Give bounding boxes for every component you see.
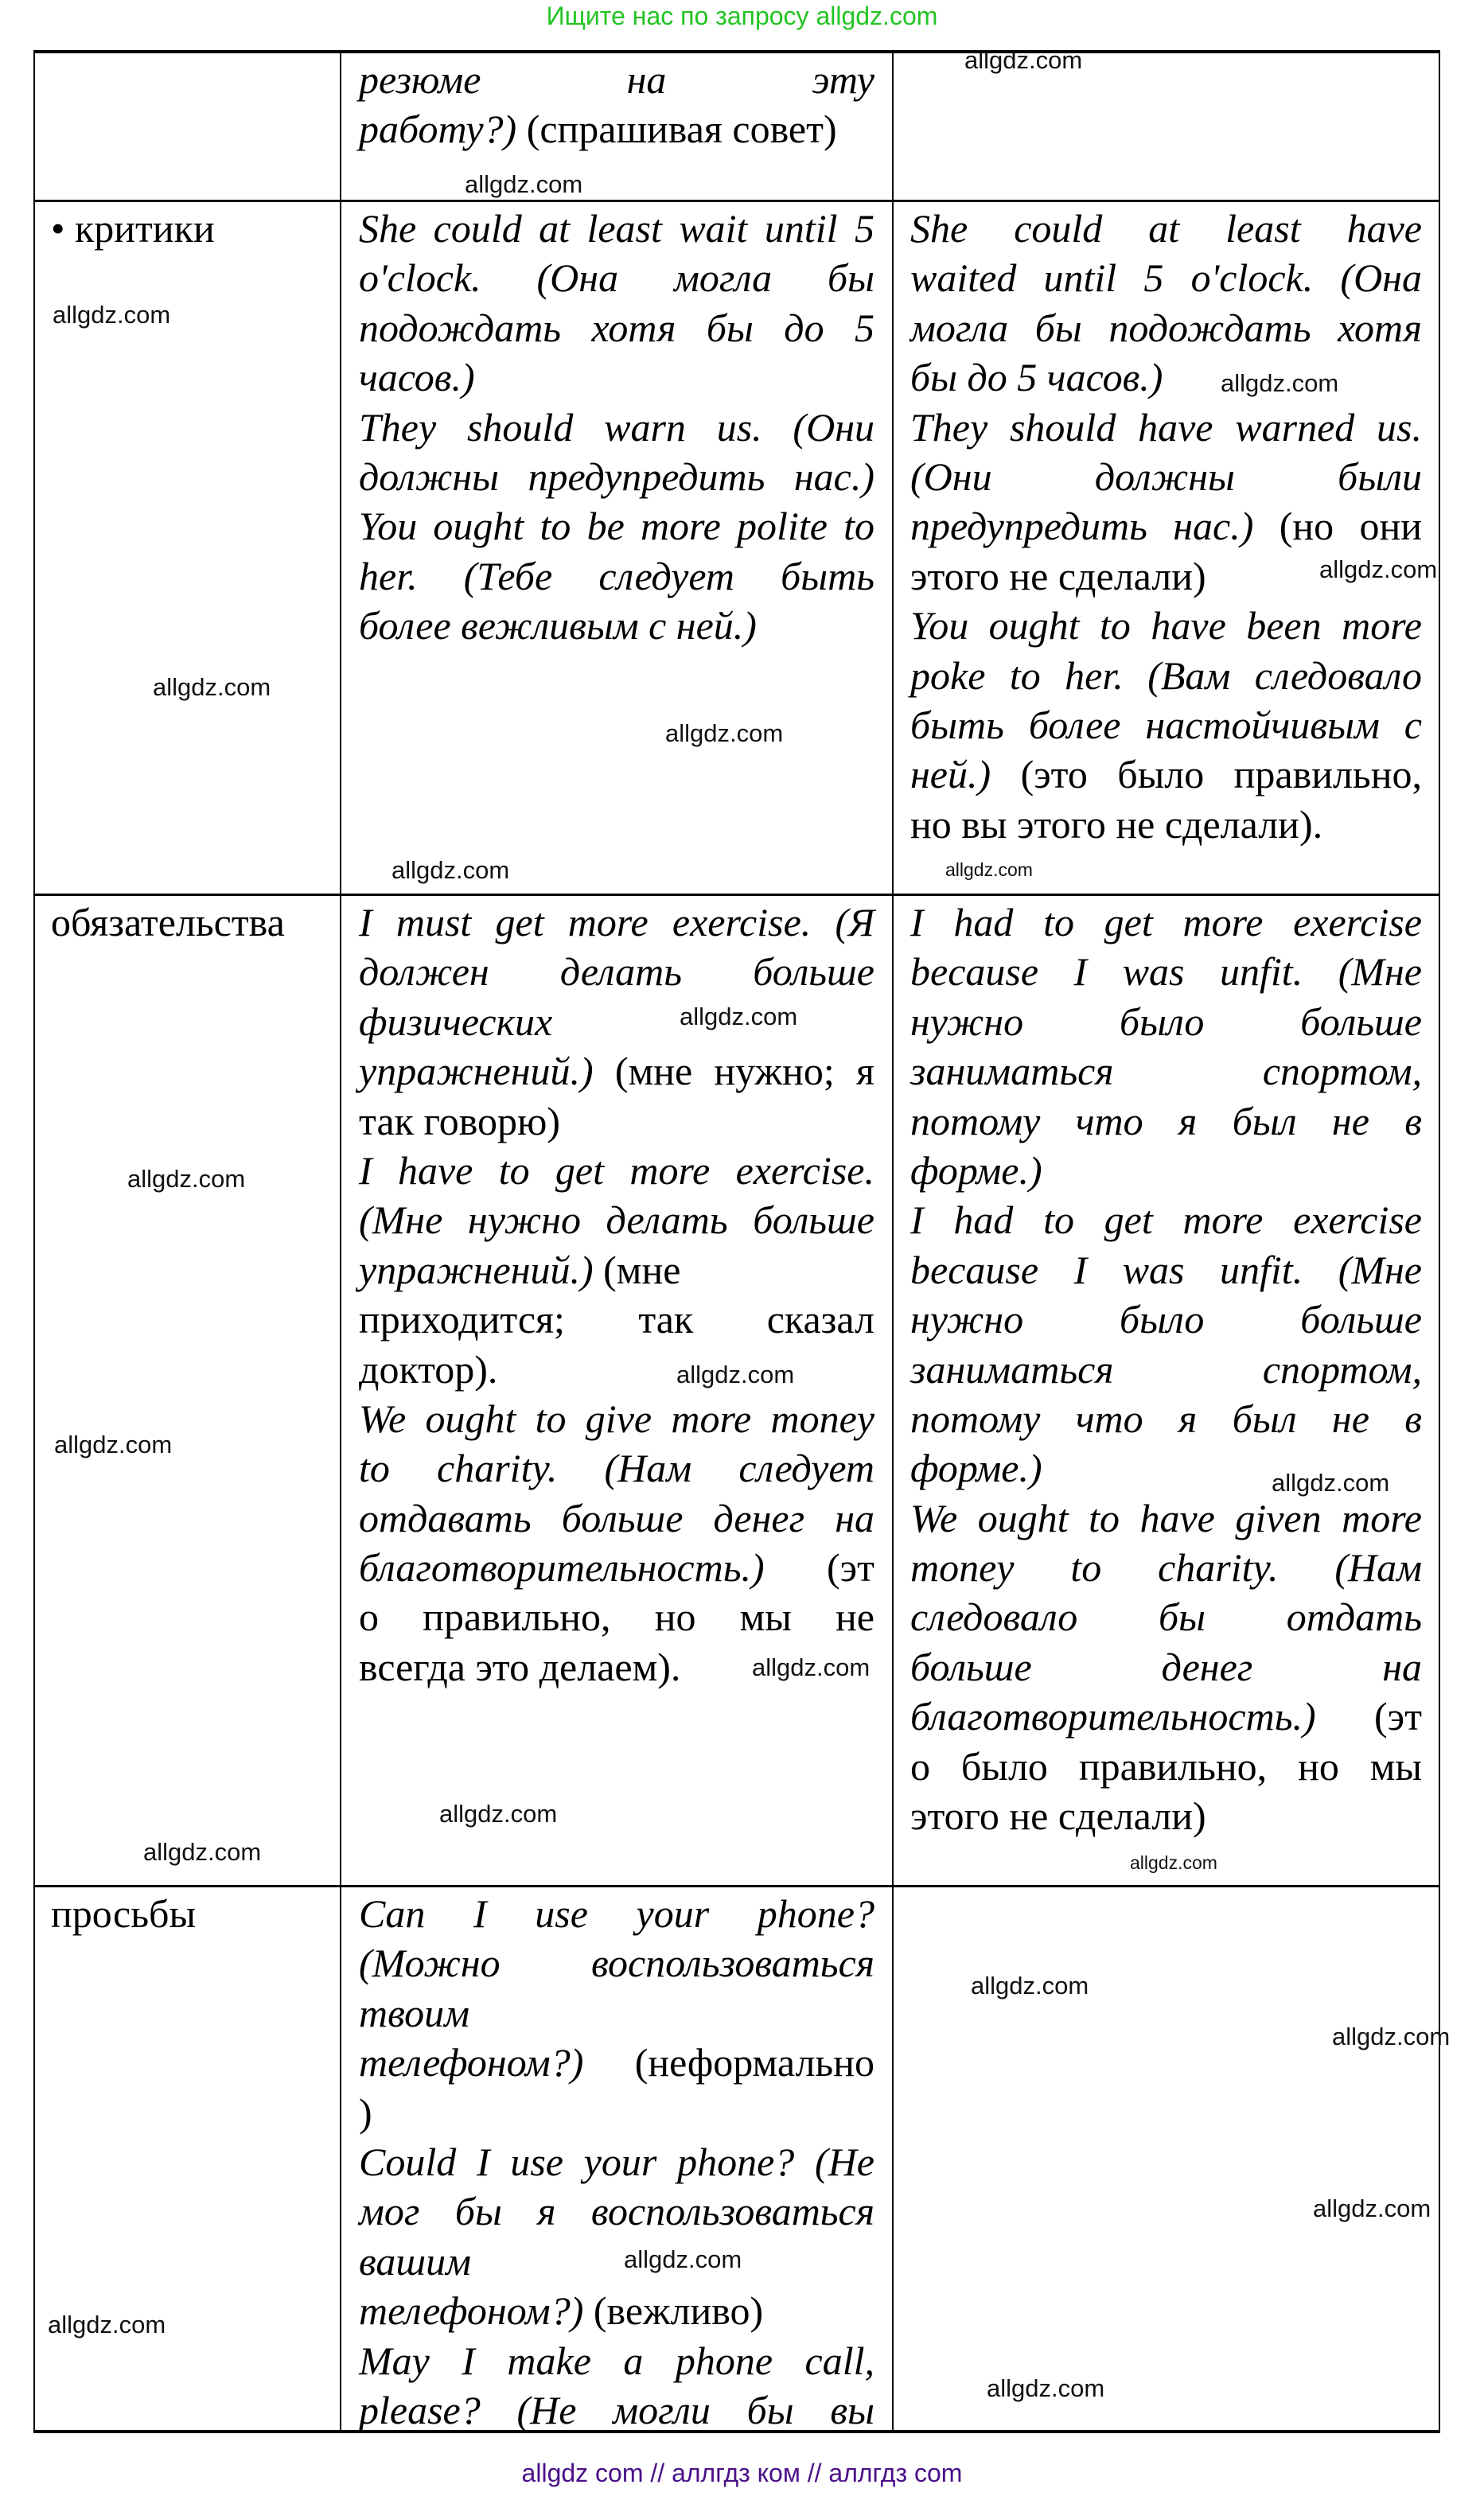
example-text: заниматься спортом, <box>910 1346 1422 1392</box>
text-line <box>910 403 1422 452</box>
comment-text: доктор). <box>359 1346 498 1392</box>
text-line <box>359 1543 874 1592</box>
example-text: резюме на эту <box>359 57 874 102</box>
example-text: физических <box>359 999 553 1044</box>
watermark: allgdz.com <box>465 170 583 198</box>
example-text: because I was unfit. (Мне <box>910 949 1422 995</box>
row-divider <box>33 1885 1440 1887</box>
text-line <box>910 800 1422 849</box>
example-text: May I make a phone call, <box>359 2338 874 2383</box>
comment-text: (вежливо) <box>583 2288 764 2334</box>
example-text: больше денег на <box>910 1644 1422 1689</box>
example-text: следовало бы отдать <box>910 1595 1422 1640</box>
row-divider <box>33 200 1440 202</box>
watermark: allgdz.com <box>48 2311 166 2338</box>
text-line <box>910 1592 1422 1641</box>
watermark: allgdz.com <box>665 719 784 747</box>
text-line <box>359 1443 874 1493</box>
watermark: allgdz.com <box>624 2245 742 2273</box>
example-text: waited until 5 o'clock. (Она <box>910 255 1422 301</box>
watermark: allgdz.com <box>680 1003 798 1030</box>
text-line <box>910 1394 1422 1443</box>
example-text: бы до 5 часов.) <box>910 355 1163 400</box>
example-text: отдавать больше денег на <box>359 1495 874 1540</box>
example-cell-present <box>359 204 874 651</box>
comment-text: так говорю) <box>359 1098 560 1143</box>
comment-text: ) <box>359 2089 372 2135</box>
text-line <box>359 1096 874 1146</box>
comment-text: о было правильно, но мы <box>910 1743 1422 1789</box>
text-line <box>910 1295 1422 1344</box>
example-text: форме.) <box>910 1147 1042 1193</box>
text-line <box>910 1146 1422 1195</box>
example-text: They should warn us. (Они <box>359 404 874 450</box>
site-banner: Ищите нас по запросу allgdz.com <box>546 2 938 30</box>
example-text: I must get more exercise. (Я <box>359 900 874 944</box>
text-line <box>910 303 1422 352</box>
example-text: более вежливым с ней.) <box>359 603 757 648</box>
text-line <box>359 2237 874 2286</box>
comment-text: всегда это делаем). <box>359 1644 681 1689</box>
comment-text: этого не сделали) <box>910 1793 1206 1839</box>
col-divider <box>892 51 894 2433</box>
text-line <box>359 1889 874 1938</box>
text-line <box>910 1096 1422 1146</box>
text-line <box>910 651 1422 700</box>
text-line <box>910 750 1422 799</box>
example-text: Could I use your phone? (Не <box>359 2139 874 2184</box>
text-line <box>359 1295 874 1344</box>
table-border-top <box>33 50 1440 53</box>
text-line <box>910 501 1422 551</box>
text-line <box>359 403 874 452</box>
example-text: нужно было больше <box>910 1297 1422 1342</box>
example-text: телефоном?) <box>359 2040 584 2085</box>
text-line <box>910 997 1422 1046</box>
text-line <box>910 1345 1422 1394</box>
example-text: You ought to be more polite to <box>359 504 874 549</box>
example-text: благотворительность.) <box>359 1545 765 1591</box>
watermark: allgdz.com <box>971 1972 1089 2000</box>
comment-text: но вы этого не сделали). <box>910 801 1323 847</box>
text-line <box>910 1493 1422 1543</box>
text-line <box>910 253 1422 302</box>
text-line <box>359 2137 874 2187</box>
text-line <box>359 2038 874 2087</box>
example-text: She could at least have <box>910 206 1422 251</box>
text-line <box>359 204 874 253</box>
example-text: упражнений.) <box>359 1049 594 1094</box>
text-line <box>359 104 874 154</box>
watermark: allgdz.com <box>1272 1469 1390 1497</box>
example-cell-present <box>359 55 874 154</box>
watermark: allgdz.com <box>1319 555 1438 583</box>
comment-text: (спрашивая совет) <box>516 107 837 152</box>
example-text: Can I use your phone? <box>359 1891 874 1936</box>
text-line <box>359 1146 874 1195</box>
text-line <box>359 1592 874 1641</box>
watermark: allgdz.com <box>127 1165 246 1193</box>
example-text: мог бы я воспользоваться <box>359 2189 874 2234</box>
example-text: poke to her. (Вам следовало <box>910 652 1422 698</box>
example-text: money to charity. (Нам <box>910 1545 1422 1591</box>
example-text: to charity. (Нам следует <box>359 1446 874 1491</box>
example-text: вашим <box>359 2238 472 2284</box>
example-text: могла бы подождать хотя <box>910 305 1422 350</box>
example-cell-past <box>910 898 1422 1840</box>
comment-text: о правильно, но мы не <box>359 1595 874 1640</box>
text-line <box>910 601 1422 650</box>
example-text: предупредить нас.) <box>910 504 1254 549</box>
example-text: (Мне нужно делать больше <box>359 1197 874 1243</box>
text-line <box>359 2336 874 2385</box>
example-text: I had to get more exercise <box>910 1197 1422 1243</box>
text-line <box>359 1493 874 1543</box>
text-line <box>910 1543 1422 1592</box>
watermark: allgdz.com <box>439 1800 558 1828</box>
col-divider <box>1439 51 1440 2433</box>
example-text: твоим <box>359 1990 470 2035</box>
watermark: allgdz.com <box>1221 369 1339 397</box>
example-text: (Они должны были <box>910 454 1422 499</box>
watermark: allgdz.com <box>1313 2194 1431 2222</box>
watermark: allgdz.com <box>676 1361 795 1388</box>
example-text: They should have warned us. <box>910 404 1422 450</box>
comment-text: этого не сделали) <box>910 553 1206 598</box>
example-text: her. (Тебе следует быть <box>359 553 874 598</box>
text-line <box>359 1046 874 1096</box>
text-line <box>910 1791 1422 1840</box>
text-line <box>910 1245 1422 1295</box>
example-text: часов.) <box>359 355 475 400</box>
example-text: нужно было больше <box>910 999 1422 1044</box>
text-line <box>359 1938 874 1988</box>
text-line <box>910 1742 1422 1791</box>
example-text: I had to get more exercise <box>910 900 1422 944</box>
example-text: подождать хотя бы до 5 <box>359 305 874 350</box>
comment-text: (неформально <box>583 2040 874 2085</box>
example-text: I have to get more exercise. <box>359 1147 874 1193</box>
example-text: We ought to have given more <box>910 1495 1422 1540</box>
example-text: работу?) <box>359 107 517 152</box>
text-line <box>910 1642 1422 1692</box>
comment-text: приходится; так сказал <box>359 1297 874 1342</box>
text-line <box>359 2385 874 2435</box>
comment-text: (эт <box>1315 1694 1422 1739</box>
row-label: • критики <box>51 206 215 251</box>
example-cell-present <box>359 1889 874 2435</box>
example-text: форме.) <box>910 1446 1042 1491</box>
example-text: благотворительность.) <box>910 1694 1316 1739</box>
text-line <box>359 601 874 650</box>
text-line <box>359 1245 874 1295</box>
text-line <box>359 2286 874 2335</box>
text-line <box>359 1394 874 1443</box>
text-line <box>910 700 1422 750</box>
text-line <box>910 947 1422 996</box>
text-line <box>910 452 1422 501</box>
text-line <box>359 947 874 996</box>
text-line <box>359 55 874 104</box>
col-divider <box>340 51 341 2433</box>
comment-text: (но они <box>1253 504 1422 549</box>
comment-text: (это было правильно, <box>991 752 1422 797</box>
example-text: должен делать больше <box>359 949 874 995</box>
example-text: You ought to have been more <box>910 603 1422 648</box>
watermark: allgdz.com <box>945 859 1033 880</box>
example-text: потому что я был не в <box>910 1396 1422 1441</box>
row-label: просьбы <box>51 1891 197 1936</box>
text-line <box>359 1988 874 2038</box>
text-line <box>359 303 874 352</box>
text-line <box>359 2187 874 2236</box>
watermark: allgdz.com <box>752 1653 871 1681</box>
watermark: allgdz.com <box>1130 1852 1217 1873</box>
text-line <box>359 352 874 402</box>
example-text: быть более настойчивым с <box>910 702 1422 747</box>
text-line <box>910 1195 1422 1244</box>
example-cell-past <box>910 204 1422 849</box>
comment-text: (эт <box>764 1545 874 1591</box>
text-line <box>910 898 1422 947</box>
text-line <box>359 2088 874 2137</box>
example-text: потому что я был не в <box>910 1098 1422 1143</box>
comment-text: (мне <box>593 1247 681 1292</box>
col-divider <box>33 51 35 2433</box>
example-text: заниматься спортом, <box>910 1049 1422 1094</box>
example-text: должны предупредить нас.) <box>359 454 874 499</box>
text-line <box>359 898 874 947</box>
text-line <box>359 1195 874 1244</box>
text-line <box>910 1046 1422 1096</box>
example-text: because I was unfit. (Мне <box>910 1247 1422 1292</box>
watermark: allgdz.com <box>54 1431 173 1458</box>
example-text: She could at least wait until 5 <box>359 206 874 251</box>
text-line <box>359 1345 874 1394</box>
watermark: allgdz.com <box>153 673 271 701</box>
watermark: allgdz.com <box>391 856 510 884</box>
example-text: o'clock. (Она могла бы <box>359 255 874 301</box>
watermark: allgdz.com <box>964 46 1083 74</box>
text-line <box>359 253 874 302</box>
site-footer: allgdz com // аллгдз ком // аллгдз com <box>521 2459 963 2487</box>
row-label: обязательства <box>51 900 285 944</box>
watermark: allgdz.com <box>1332 2023 1451 2050</box>
example-text: телефоном?) <box>359 2288 584 2334</box>
example-text: упражнений.) <box>359 1247 594 1292</box>
text-line <box>359 551 874 601</box>
example-text: ней.) <box>910 752 991 797</box>
watermark: allgdz.com <box>53 301 171 329</box>
text-line <box>910 352 1422 402</box>
text-line <box>359 452 874 501</box>
text-line <box>359 501 874 551</box>
watermark: allgdz.com <box>987 2374 1105 2402</box>
example-text: (Можно воспользоваться <box>359 1941 874 1986</box>
watermark: allgdz.com <box>143 1838 262 1866</box>
text-line <box>910 204 1422 253</box>
example-text: please? (Не могли бы вы <box>359 2387 874 2432</box>
comment-text: (мне нужно; я <box>593 1049 874 1094</box>
row-divider <box>33 894 1440 896</box>
example-text: We ought to give more money <box>359 1396 874 1441</box>
text-line <box>910 1692 1422 1741</box>
